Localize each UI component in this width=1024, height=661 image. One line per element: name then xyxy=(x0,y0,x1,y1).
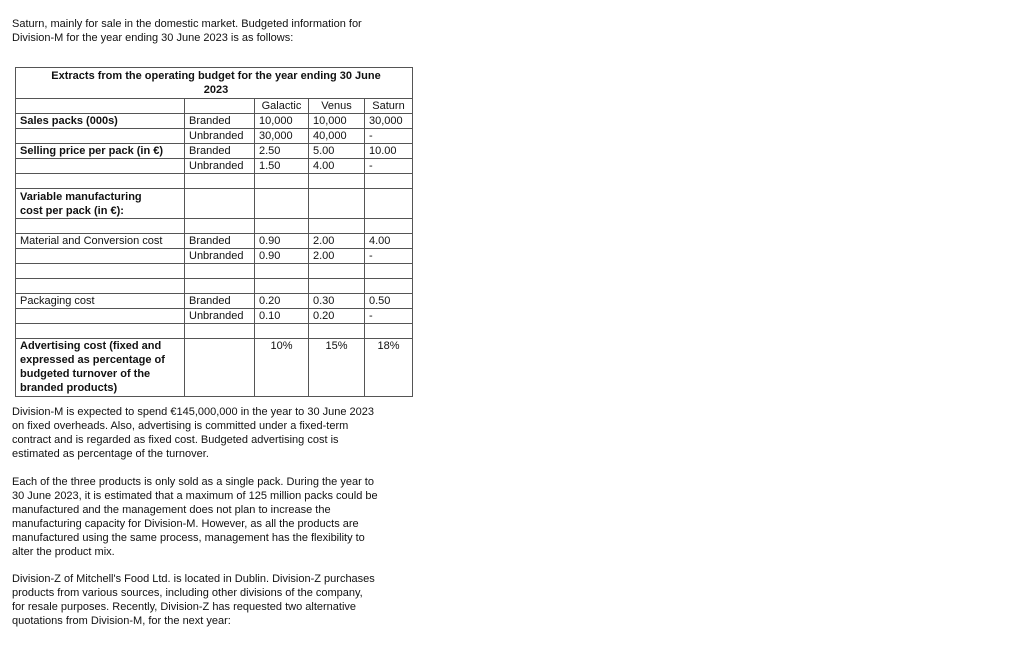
row-label-price: Selling price per pack (in €) xyxy=(16,144,185,159)
empty-cell xyxy=(185,324,255,339)
header-blank xyxy=(16,99,185,114)
value-cell: 0.20 xyxy=(309,309,365,324)
value-cell: - xyxy=(365,309,413,324)
empty-cell xyxy=(16,219,185,234)
value-cell: 0.10 xyxy=(255,309,309,324)
row-label-sales: Sales packs (000s) xyxy=(16,114,185,129)
empty-cell xyxy=(309,219,365,234)
table-title: Extracts from the operating budget for the year ending 30 June 2023 xyxy=(16,68,413,99)
empty-cell xyxy=(185,174,255,189)
row-label-variable-cost: Variable manufacturing cost per pack (in €): xyxy=(16,189,185,219)
value-cell: 0.50 xyxy=(365,294,413,309)
intro-paragraph: Saturn, mainly for sale in the domestic market. Budgeted information for Division-M for the year ending 30 June 2023 is as follows: xyxy=(12,18,362,44)
empty-cell xyxy=(309,264,365,279)
value-cell: 4.00 xyxy=(309,159,365,174)
value-cell: 30,000 xyxy=(365,114,413,129)
value-cell: - xyxy=(365,159,413,174)
empty-cell xyxy=(309,279,365,294)
value-cell: - xyxy=(365,249,413,264)
value-cell: 30,000 xyxy=(255,129,309,144)
column-header: Venus xyxy=(309,99,365,114)
value-cell: 5.00 xyxy=(309,144,365,159)
capacity-paragraph: Each of the three products is only sold as a single pack. During the year to 30 June 2023, it is estimated that a maximum of 125 million packs could be manufactured and the management does not plan to increase the manufacturing capacity for Division-M. However, as all the products are manufactured using the same process, management has the flexibility to alter the product mix. xyxy=(12,476,378,558)
value-cell: 2.00 xyxy=(309,249,365,264)
value-cell: 0.90 xyxy=(255,249,309,264)
empty-cell xyxy=(255,189,309,219)
empty-cell xyxy=(16,159,185,174)
value-cell: 4.00 xyxy=(365,234,413,249)
empty-cell xyxy=(309,174,365,189)
value-cell: 10,000 xyxy=(309,114,365,129)
overheads-paragraph: Division-M is expected to spend €145,000,000 in the year to 30 June 2023 on fixed overheads. Also, advertising is committed under a fixed-term contract and is regarded as fixed cost. Budgeted advertising cost is estimated as percentage of the turnover. xyxy=(12,406,375,460)
row-label-advertising: Advertising cost (fixed and expressed as percentage of budgeted turnover of the branded products) xyxy=(16,339,185,397)
type-cell: Unbranded xyxy=(185,159,255,174)
empty-cell xyxy=(365,264,413,279)
value-cell: 10.00 xyxy=(365,144,413,159)
type-cell: Branded xyxy=(185,114,255,129)
empty-cell xyxy=(255,219,309,234)
empty-cell xyxy=(16,129,185,144)
type-cell: Branded xyxy=(185,294,255,309)
type-cell: Unbranded xyxy=(185,309,255,324)
empty-cell xyxy=(365,279,413,294)
value-cell: 2.50 xyxy=(255,144,309,159)
value-cell: 2.00 xyxy=(309,234,365,249)
empty-cell xyxy=(255,174,309,189)
empty-cell xyxy=(309,189,365,219)
empty-cell xyxy=(185,189,255,219)
empty-cell xyxy=(16,174,185,189)
empty-cell xyxy=(185,339,255,397)
empty-cell xyxy=(185,219,255,234)
empty-cell xyxy=(16,324,185,339)
empty-cell xyxy=(16,249,185,264)
empty-cell xyxy=(255,324,309,339)
value-cell: 0.90 xyxy=(255,234,309,249)
type-cell: Unbranded xyxy=(185,249,255,264)
value-cell: 0.20 xyxy=(255,294,309,309)
value-cell: 10% xyxy=(255,339,309,397)
empty-cell xyxy=(255,264,309,279)
type-cell: Branded xyxy=(185,144,255,159)
operating-budget-table xyxy=(15,67,413,397)
empty-cell xyxy=(185,279,255,294)
value-cell: 0.30 xyxy=(309,294,365,309)
type-cell: Branded xyxy=(185,234,255,249)
empty-cell xyxy=(16,264,185,279)
value-cell: - xyxy=(365,129,413,144)
empty-cell xyxy=(365,324,413,339)
value-cell: 1.50 xyxy=(255,159,309,174)
empty-cell xyxy=(185,264,255,279)
empty-cell xyxy=(255,279,309,294)
column-header: Galactic xyxy=(255,99,309,114)
value-cell: 40,000 xyxy=(309,129,365,144)
empty-cell xyxy=(16,309,185,324)
value-cell: 10,000 xyxy=(255,114,309,129)
empty-cell xyxy=(309,324,365,339)
header-blank xyxy=(185,99,255,114)
empty-cell xyxy=(365,189,413,219)
value-cell: 18% xyxy=(365,339,413,397)
type-cell: Unbranded xyxy=(185,129,255,144)
empty-cell xyxy=(16,279,185,294)
row-label-packaging: Packaging cost xyxy=(16,294,185,309)
empty-cell xyxy=(365,219,413,234)
empty-cell xyxy=(365,174,413,189)
value-cell: 15% xyxy=(309,339,365,397)
division-z-paragraph: Division-Z of Mitchell's Food Ltd. is located in Dublin. Division-Z purchases products from various sources, including other divisions of the company, for resale purposes. Recently, Division-Z has requested two alternative quotations from Division-M, for the next year: xyxy=(12,573,375,627)
column-header: Saturn xyxy=(365,99,413,114)
row-label-material: Material and Conversion cost xyxy=(16,234,185,249)
